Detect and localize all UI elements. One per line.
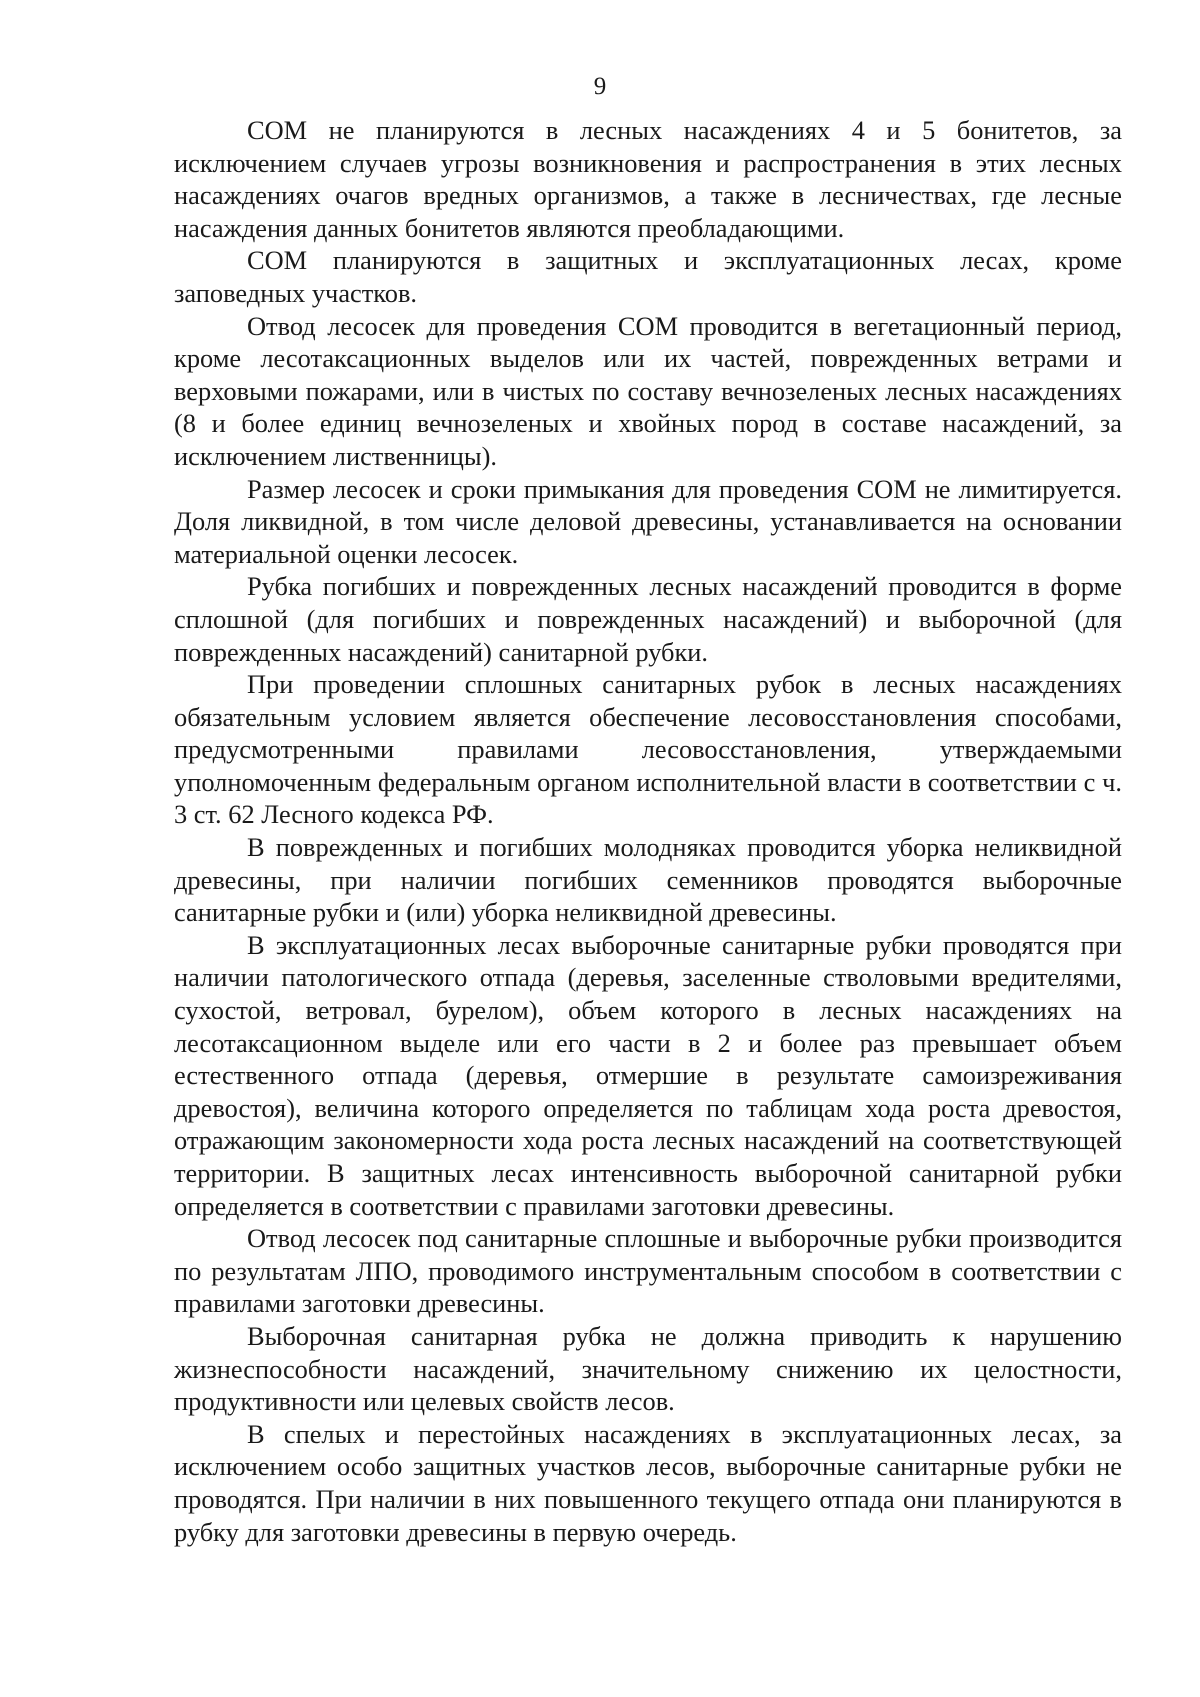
paragraph: Выборочная санитарная рубка не должна приводить к нарушению жизнеспособности насаждений, значительному снижению их целостности, продуктивности или целевых свойств лесов. xyxy=(174,1320,1122,1417)
paragraph: В поврежденных и погибших молодняках проводится уборка неликвидной древесины, при наличии погибших семенников проводятся выборочные санитарные рубки и (или) уборка неликвидной древесины. xyxy=(174,832,1122,928)
paragraph: При проведении сплошных санитарных рубок в лесных насаждениях обязательным условием является обеспечение лесовосстановления способами, предусмотренными правилами лесовосстановления, утверждаемыми уполномоченным федеральным органом исполнительной власти в соответствии с ч. 3 ст. 62 Лесного кодекса РФ. xyxy=(174,669,1122,830)
paragraph: Отвод лесосек под санитарные сплошные и выборочные рубки производится по результатам ЛПО, проводимого инструментальным способом в соответствии с правилами заготовки древесины. xyxy=(174,1223,1122,1319)
paragraph: СОМ планируются в защитных и эксплуатационных лесах, кроме заповедных участков. xyxy=(174,245,1122,308)
paragraph: В эксплуатационных лесах выборочные санитарные рубки проводятся при наличии патологического отпада (деревья, заселенные стволовыми вредителями, сухостой, ветровал, бурелом), объем которого в лесных насаждениях на лесотаксационном выделе или его части в 2 и более раз превышает объем естественного отпада (деревья, отмершие в результате самоизреживания древостоя), величина которого определяется по таблицам хода роста древостоя, отражающим закономерности хода роста лесных насаждений на соответствующей территории. В защитных лесах интенсивность выборочной санитарной рубки определяется в соответствии с правилами заготовки древесины. xyxy=(174,929,1122,1221)
document-body xyxy=(174,114,1122,1548)
paragraph: Размер лесосек и сроки примыкания для проведения СОМ не лимитируется. Доля ликвидной, в том числе деловой древесины, устанавливается на основании материальной оценки лесосек. xyxy=(174,473,1122,569)
paragraph: Отвод лесосек для проведения СОМ проводится в вегетационный период, кроме лесотаксационных выделов или их частей, поврежденных ветрами и верховыми пожарами, или в чистых по составу вечнозеленых лесных насаждениях (8 и более единиц вечнозеленых и хвойных пород в составе насаждений, за исключением лиственницы). xyxy=(174,310,1122,471)
paragraph: СОМ не планируются в лесных насаждениях 4 и 5 бонитетов, за исключением случаев угрозы возникновения и распространения в этих лесных насаждениях очагов вредных организмов, а также в лесничествах, где лесные насаждения данных бонитетов являются преобладающими. xyxy=(174,115,1122,243)
page-number: 9 xyxy=(593,73,607,100)
paragraph: Рубка погибших и поврежденных лесных насаждений проводится в форме сплошной (для погибших и поврежденных насаждений) и выборочной (для поврежденных насаждений) санитарной рубки. xyxy=(174,571,1122,667)
paragraph: В спелых и перестойных насаждениях в эксплуатационных лесах, за исключением особо защитных участков лесов, выборочные санитарные рубки не проводятся. При наличии в них повышенного текущего отпада они планируются в рубку для заготовки древесины в первую очередь. xyxy=(174,1418,1122,1547)
